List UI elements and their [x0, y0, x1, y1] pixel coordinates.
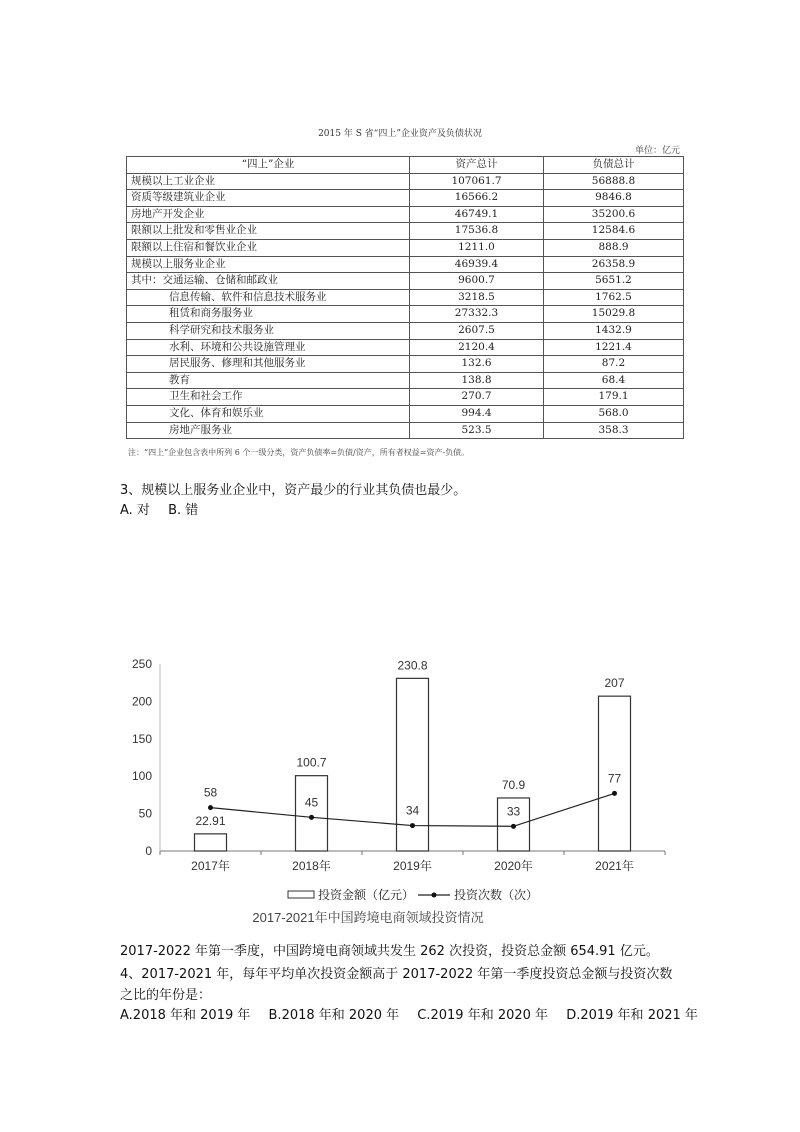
- line-value-label: 58: [203, 785, 218, 800]
- cell-liabilities: 9846.8: [544, 190, 684, 207]
- cell-enterprise: 规模以上工业企业: [127, 173, 410, 190]
- cell-assets: 138.8: [410, 372, 544, 389]
- cell-enterprise: 信息传输、软件和信息技术服务业: [127, 289, 410, 306]
- cell-assets: 107061.7: [410, 173, 544, 190]
- table-row: [127, 322, 684, 339]
- cell-enterprise: 教育: [127, 372, 410, 389]
- y-tick-label: 100: [131, 769, 152, 784]
- cell-enterprise: 卫生和社会工作: [127, 389, 410, 406]
- table-body: [127, 173, 684, 439]
- table-row: [127, 223, 684, 240]
- passage: 2017-2022 年第一季度，中国跨境电商领域共发生 262 次投资，投资总金额 654.91 亿元。: [120, 944, 659, 959]
- question-4-line2: 之比的年份是：: [120, 988, 212, 1003]
- table-row: [127, 405, 684, 422]
- y-tick-label: 150: [131, 731, 152, 746]
- cell-liabilities: 87.2: [544, 356, 684, 373]
- header-assets: 资产总计: [410, 157, 544, 174]
- cell-liabilities: 358.3: [544, 422, 684, 439]
- legend-line-label: 投资次数（次）: [454, 888, 539, 902]
- cell-liabilities: 1432.9: [544, 322, 684, 339]
- y-tick-label: 200: [131, 694, 152, 709]
- line-point: [410, 823, 415, 828]
- table-note: 注：“四上”企业包含表中所列 6 个一级分类，资产负债率=负债/资产，所有者权益=资产-负债。: [128, 448, 470, 457]
- option-a[interactable]: A. 对: [120, 503, 150, 518]
- cell-enterprise: 资质等级建筑业企业: [127, 190, 410, 207]
- table-row: [127, 206, 684, 223]
- bar-value-label: 207: [604, 676, 625, 691]
- bar: [195, 834, 227, 851]
- bar-value-label: 22.91: [195, 813, 226, 828]
- table-row: [127, 190, 684, 207]
- table-row: [127, 372, 684, 389]
- y-tick-label: 0: [145, 844, 152, 858]
- cell-assets: 2607.5: [410, 322, 544, 339]
- option-b[interactable]: B. 错: [168, 503, 199, 518]
- line-value-label: 33: [506, 804, 521, 819]
- cell-assets: 1211.0: [410, 239, 544, 256]
- cell-assets: 17536.8: [410, 223, 544, 240]
- table-row: [127, 239, 684, 256]
- cell-assets: 27332.3: [410, 306, 544, 323]
- cell-enterprise: 其中：交通运输、仓储和邮政业: [127, 273, 410, 290]
- cell-assets: 994.4: [410, 405, 544, 422]
- table-row: [127, 389, 684, 406]
- cell-liabilities: 1221.4: [544, 339, 684, 356]
- y-tick-label: 250: [131, 657, 152, 671]
- x-tick-label: 2017年: [191, 859, 230, 873]
- cell-liabilities: 1762.5: [544, 289, 684, 306]
- x-tick-label: 2018年: [292, 859, 331, 873]
- cell-liabilities: 35200.6: [544, 206, 684, 223]
- cell-enterprise: 房地产服务业: [127, 422, 410, 439]
- chart-title: 2017-2021年中国跨境电商领域投资情况: [252, 910, 484, 925]
- legend-line-marker: [432, 893, 437, 898]
- cell-assets: 16566.2: [410, 190, 544, 207]
- cell-liabilities: 26358.9: [544, 256, 684, 273]
- line-point: [612, 791, 617, 796]
- bar-value-label: 230.8: [397, 658, 428, 673]
- cell-enterprise: 房地产开发企业: [127, 206, 410, 223]
- question-4-line1: 4、2017-2021 年，每年平均单次投资金额高于 2017-2022 年第一季度投资总金额与投资次数: [120, 967, 673, 982]
- y-tick-label: 50: [138, 806, 152, 821]
- bar: [296, 776, 328, 851]
- table-row: [127, 356, 684, 373]
- header-liabilities: 负债总计: [544, 157, 684, 174]
- option-b[interactable]: B.2018 年和 2020 年: [268, 1008, 400, 1023]
- table-title: 2015 年 S 省“四上”企业资产及负债状况: [318, 129, 482, 139]
- question-3: 3、规模以上服务业企业中，资产最少的行业其负债也最少。: [120, 483, 467, 498]
- cell-assets: 46749.1: [410, 206, 544, 223]
- cell-enterprise: 水利、环境和公共设施管理业: [127, 339, 410, 356]
- option-d[interactable]: D.2019 年和 2021 年: [566, 1008, 698, 1023]
- cell-enterprise: 限额以上住宿和餐饮业企业: [127, 239, 410, 256]
- line-value-label: 45: [304, 795, 319, 810]
- cell-liabilities: 56888.8: [544, 173, 684, 190]
- cell-liabilities: 568.0: [544, 405, 684, 422]
- table-row: [127, 339, 684, 356]
- cell-assets: 3218.5: [410, 289, 544, 306]
- table-header-row: [127, 157, 684, 174]
- option-a[interactable]: A.2018 年和 2019 年: [120, 1008, 251, 1023]
- question-3-options: [120, 499, 212, 518]
- data-table: [126, 156, 684, 439]
- legend-bar-swatch: [288, 891, 314, 898]
- bar-value-label: 70.9: [501, 777, 526, 792]
- x-tick-label: 2019年: [393, 859, 432, 873]
- table-unit: 单位：亿元: [634, 146, 680, 156]
- bar-value-label: 100.7: [296, 755, 327, 770]
- cell-enterprise: 规模以上服务业企业: [127, 256, 410, 273]
- line-point: [208, 805, 213, 810]
- question-4-options: [120, 1004, 712, 1023]
- line-value-label: 34: [405, 803, 420, 818]
- table-row: [127, 273, 684, 290]
- cell-liabilities: 888.9: [544, 239, 684, 256]
- cell-enterprise: 限额以上批发和零售业企业: [127, 223, 410, 240]
- cell-liabilities: 15029.8: [544, 306, 684, 323]
- cell-assets: 523.5: [410, 422, 544, 439]
- cell-assets: 46939.4: [410, 256, 544, 273]
- line-point: [511, 824, 516, 829]
- cell-assets: 9600.7: [410, 273, 544, 290]
- option-c[interactable]: C.2019 年和 2020 年: [417, 1008, 549, 1023]
- table-row: [127, 306, 684, 323]
- header-enterprise: “四上”企业: [127, 157, 410, 174]
- table-row: [127, 173, 684, 190]
- investment-chart: [120, 650, 680, 930]
- table-row: [127, 422, 684, 439]
- cell-liabilities: 68.4: [544, 372, 684, 389]
- legend-bar-label: 投资金额（亿元）: [318, 888, 415, 902]
- cell-liabilities: 12584.6: [544, 223, 684, 240]
- x-tick-label: 2021年: [595, 859, 634, 873]
- line-point: [309, 815, 314, 820]
- table-row: [127, 256, 684, 273]
- line-value-label: 77: [607, 771, 622, 786]
- cell-enterprise: 文化、体育和娱乐业: [127, 405, 410, 422]
- cell-assets: 2120.4: [410, 339, 544, 356]
- cell-enterprise: 居民服务、修理和其他服务业: [127, 356, 410, 373]
- table-row: [127, 289, 684, 306]
- cell-enterprise: 科学研究和技术服务业: [127, 322, 410, 339]
- x-tick-label: 2020年: [494, 859, 533, 873]
- cell-assets: 132.6: [410, 356, 544, 373]
- cell-liabilities: 179.1: [544, 389, 684, 406]
- cell-assets: 270.7: [410, 389, 544, 406]
- cell-enterprise: 租赁和商务服务业: [127, 306, 410, 323]
- cell-liabilities: 5651.2: [544, 273, 684, 290]
